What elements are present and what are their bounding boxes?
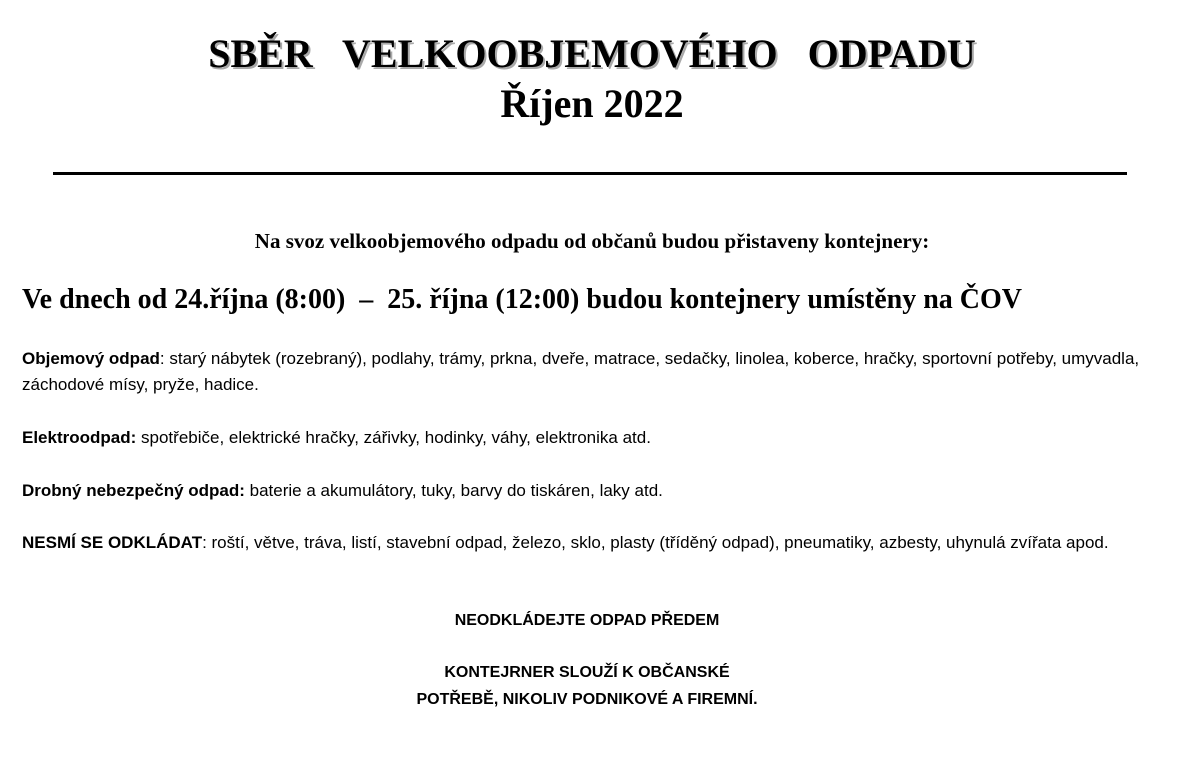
category-label: NESMÍ SE ODKLÁDAT — [22, 533, 203, 552]
category-bulky-waste — [22, 346, 1172, 398]
notice-container-purpose-line2: POTŘEBĚ, NIKOLIV PODNIKOVÉ A FIREMNÍ. — [416, 691, 758, 708]
category-description: : roští, větve, tráva, listí, stavební odpad, železo, sklo, plasty (tříděný odpad), pneumatiky, azbesty, uhynulá zvířata apod. — [202, 533, 1109, 552]
collection-dates-line: Ve dnech od 24.října (8:00) – 25. října (12:00) budou kontejnery umístěny na ČOV — [22, 284, 1023, 315]
category-label: Objemový odpad — [22, 349, 160, 368]
page-title: SBĚR VELKOOBJEMOVÉHO ODPADU — [208, 31, 976, 76]
category-label: Elektroodpad: — [22, 428, 137, 447]
notice-container-purpose-line1: KONTEJRNER SLOUŽÍ K OBČANSKÉ — [444, 664, 730, 681]
category-prohibited-items — [22, 530, 1172, 556]
intro-text: Na svoz velkoobjemového odpadu od občanů budou přistaveny kontejnery: — [254, 229, 930, 253]
notice-do-not-dump-early: NEODKLÁDEJTE ODPAD PŘEDEM — [454, 612, 720, 629]
category-description: spotřebiče, elektrické hračky, zářivky, hodinky, váhy, elektronika atd. — [136, 428, 651, 447]
category-description: : starý nábytek (rozebraný), podlahy, trámy, prkna, dveře, matrace, sedačky, linolea, koberce, hračky, sportovní potřeby, umyvadla, záchodové mísy, pryže, hadice. — [22, 349, 1140, 394]
category-hazardous-waste — [22, 478, 1172, 504]
category-electro-waste — [22, 425, 1172, 451]
page-subtitle-month: Říjen 2022 — [500, 81, 684, 126]
category-label: Drobný nebezpečný odpad: — [22, 481, 245, 500]
horizontal-divider — [53, 172, 1127, 175]
category-description: baterie a akumulátory, tuky, barvy do tiskáren, laky atd. — [244, 481, 663, 500]
